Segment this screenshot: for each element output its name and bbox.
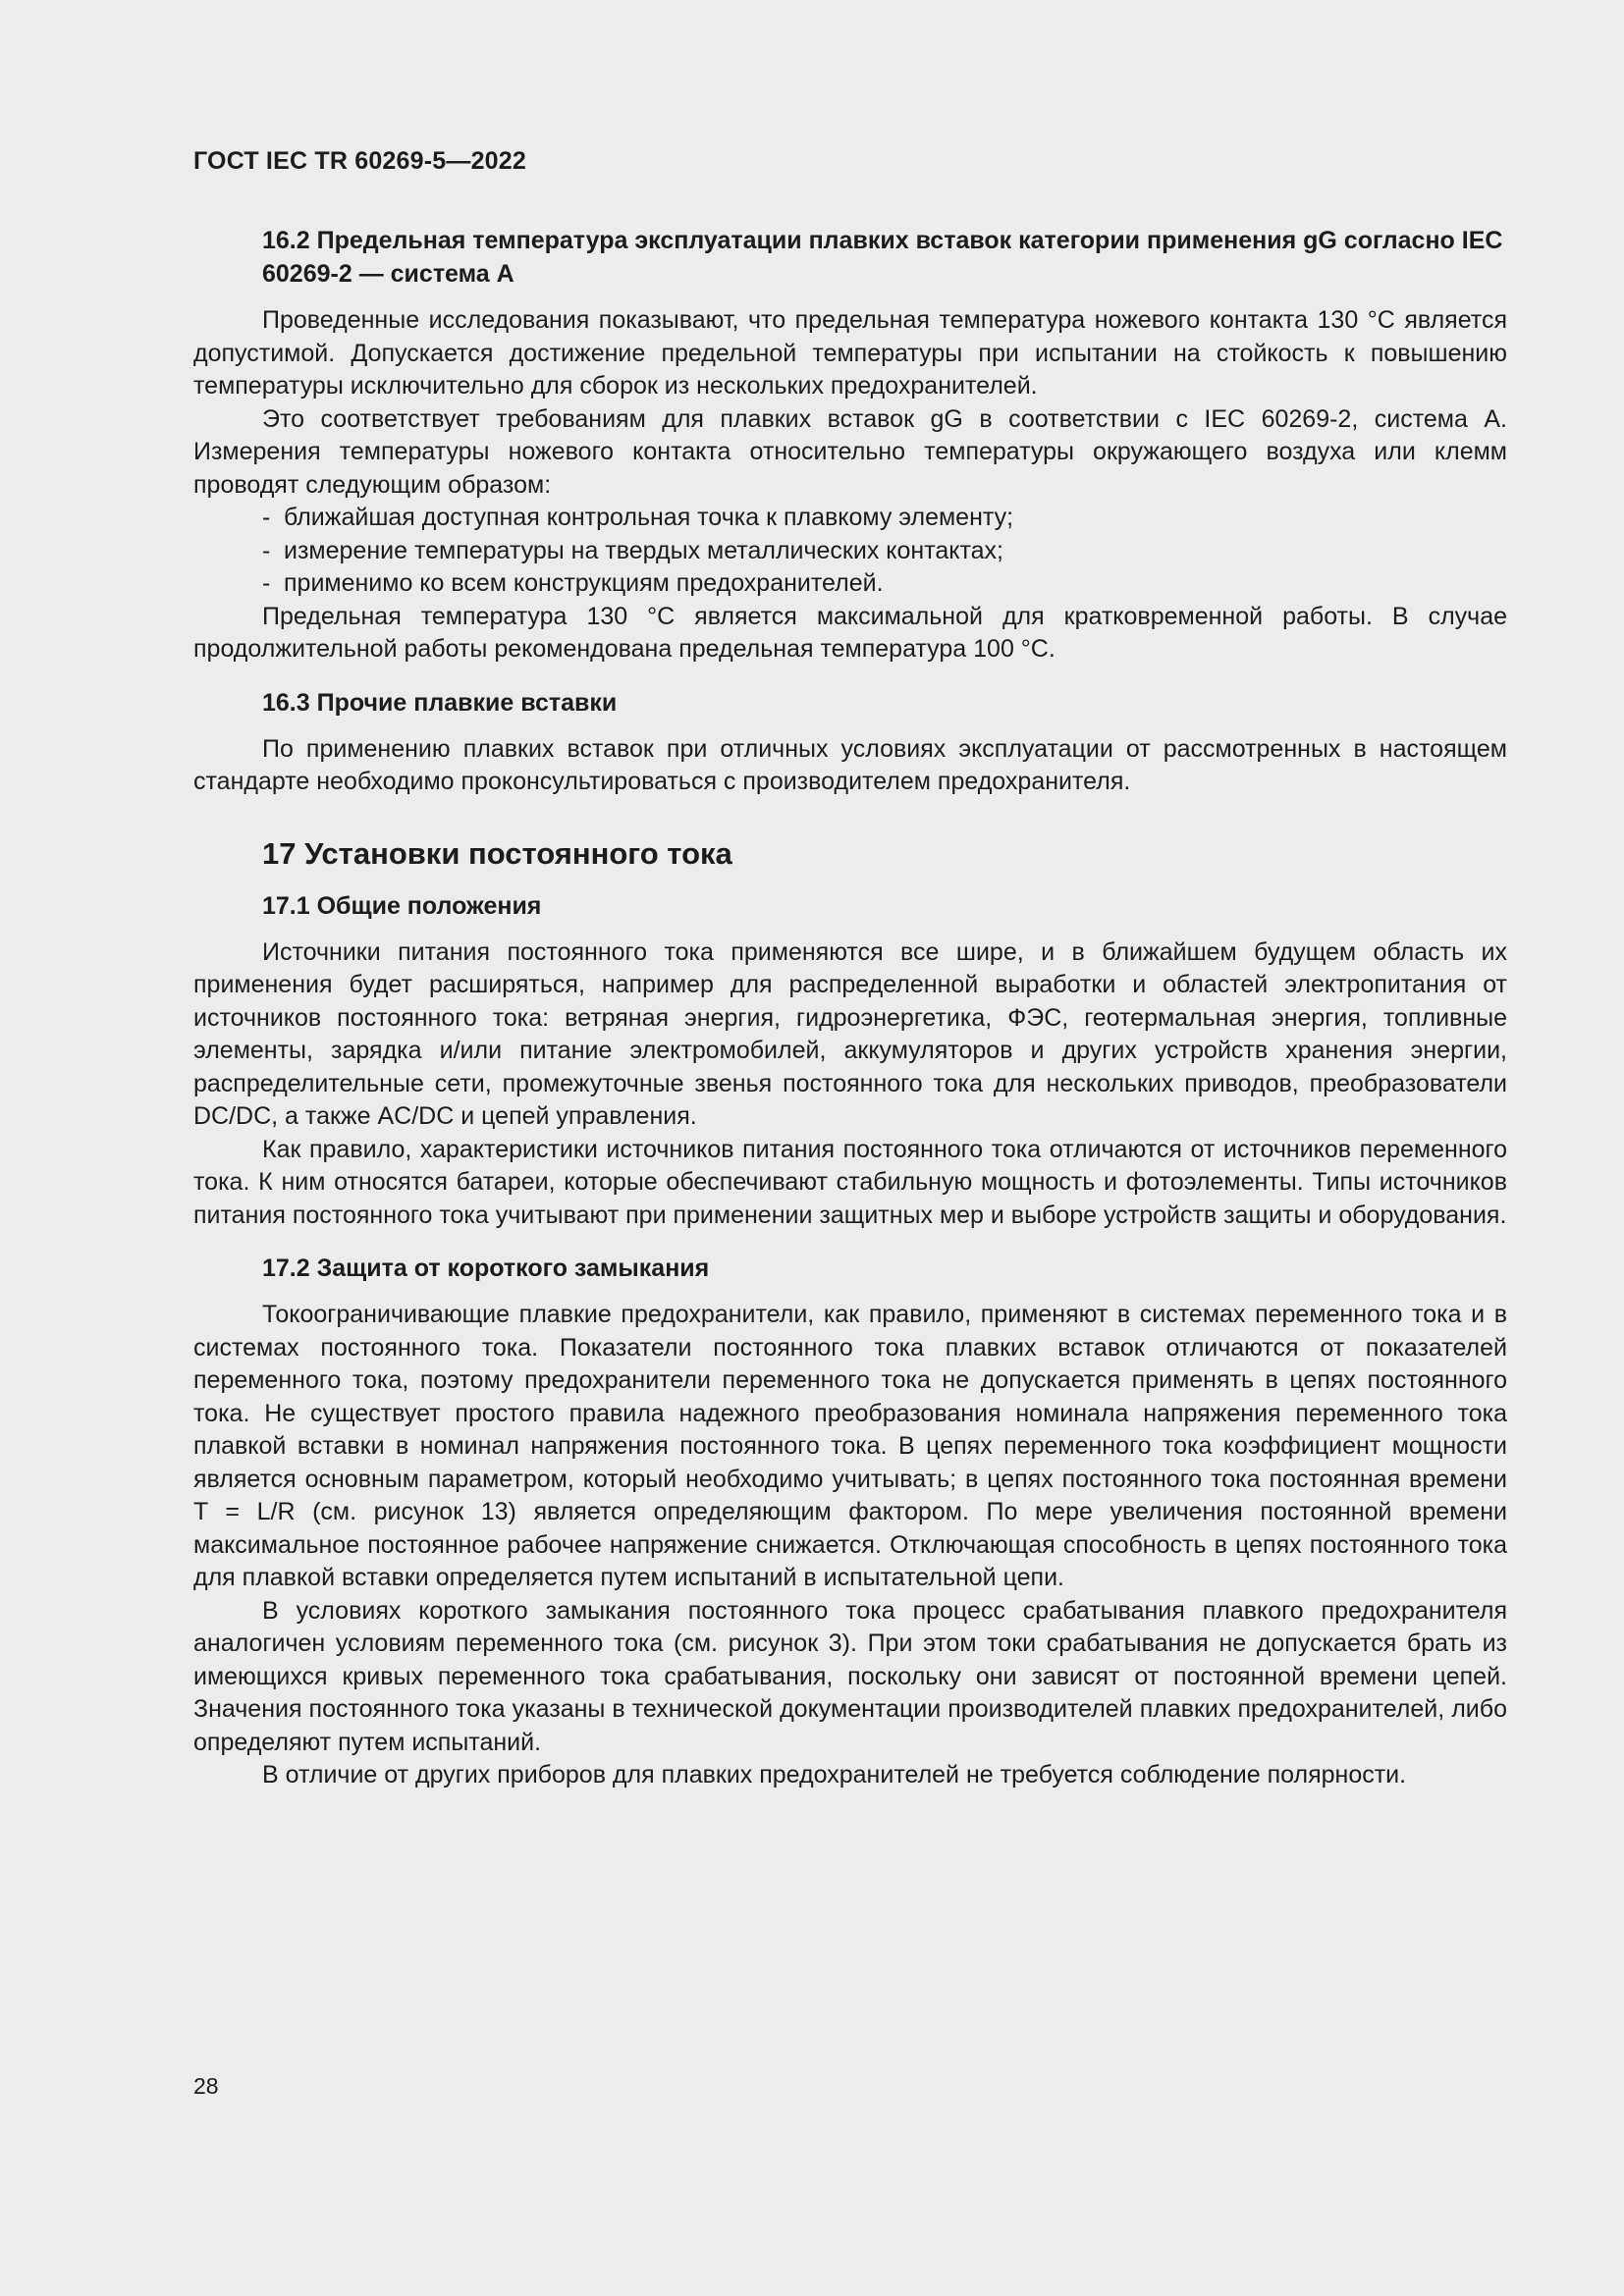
paragraph: Проведенные исследования показывают, что предельная температура ножевого контакта 130 °С является допустимой. Допускается достижение предельной температуры при испытании на стойкость к повышению температуры исключительно для сборок из нескольких предохранителей.: [193, 306, 1507, 400]
paragraph: Как правило, характеристики источников питания постоянного тока отличаются от источников переменного тока. К ним относятся батареи, которые обеспечивают стабильную мощность и фотоэлементы. Типы источников питания постоянного тока учитывают при применении защитных мер и выборе устройств защиты и оборудования.: [193, 1135, 1507, 1229]
paragraph: Токоограничивающие плавкие предохранители, как правило, применяют в системах переменного тока и в системах постоянного тока. Показатели постоянного тока плавких вставок отличаются от показателей переменного тока, поэтому предохранители переменного тока не допускается применять в цепях постоянного тока. Не существует простого правила надежного преобразования номинала напряжения переменного тока плавкой вставки в номинал напряжения постоянного тока. В цепях переменного тока коэффициент мощности является основным параметром, который необходимо учитывать; в цепях постоянного тока постоянная времени T = L/R (см. рисунок 13) является определяющим фактором. По мере увеличения постоянной времени максимальное постоянное рабочее напряжение снижается. Отключающая способность в цепях постоянного тока для плавкой вставки определяется путем испытаний в испытательной цепи.: [193, 1301, 1507, 1591]
paragraph: Это соответствует требованиям для плавких вставок gG в соответствии с IEC 60269-2, система А. Измерения температуры ножевого контакта относительно температуры окружающего воздуха или клемм проводят следующим образом:: [193, 404, 1507, 499]
page-content: [193, 224, 1507, 1792]
paragraph: По применению плавких вставок при отличных условиях эксплуатации от рассмотренных в настоящем стандарте необходимо проконсультироваться с производителем предохранителя.: [193, 734, 1507, 795]
list-item: - ближайшая доступная контрольная точка к плавкому элементу;: [262, 502, 1507, 535]
heading-16-3: 16.3 Прочие плавкие вставки: [262, 688, 618, 717]
paragraph: Предельная температура 130 °С является максимальной для кратковременной работы. В случае продолжительной работы рекомендована предельная температура 100 °С.: [193, 602, 1507, 663]
measurement-list: [193, 502, 1507, 601]
list-item: - применимо ко всем конструкциям предохранителей.: [262, 567, 1507, 601]
paragraph: В отличие от других приборов для плавких предохранителей не требуется соблюдение полярности.: [262, 1761, 1407, 1789]
list-item: - измерение температуры на твердых металлических контактах;: [262, 535, 1507, 568]
page-number: 28: [193, 2073, 219, 2099]
document-header: ГОСТ IEC TR 60269-5—2022: [193, 147, 526, 175]
heading-17: 17 Установки постоянного тока: [262, 835, 732, 871]
heading-16-2: 16.2 Предельная температура эксплуатации плавких вставок категории применения gG согласно IEC 60269-2 — система А: [262, 227, 1503, 288]
paragraph: В условиях короткого замыкания постоянного тока процесс срабатывания плавкого предохранителя аналогичен условиям переменного тока (см. рисунок 3). При этом токи срабатывания не допускается брать из имеющихся кривых переменного тока срабатывания, поскольку они зависят от постоянной времени цепей. Значения постоянного тока указаны в технической документации производителей плавких предохранителей, либо определяют путем испытаний.: [193, 1596, 1507, 1756]
paragraph: Источники питания постоянного тока применяются все шире, и в ближайшем будущем область их применения будет расширяться, например для распределенной выработки и областей электропитания от источников постоянного тока: ветряная энергия, гидроэнергетика, ФЭС, геотермальная энергия, топливные элементы, зарядка и/или питание электромобилей, аккумуляторов и других устройств хранения энергии, распределительные сети, промежуточные звенья постоянного тока для нескольких приводов, преобразователи DC/DC, а также AC/DC и цепей управления.: [193, 937, 1507, 1130]
heading-17-2: 17.2 Защита от короткого замыкания: [262, 1255, 710, 1282]
heading-17-1: 17.1 Общие положения: [262, 891, 542, 920]
